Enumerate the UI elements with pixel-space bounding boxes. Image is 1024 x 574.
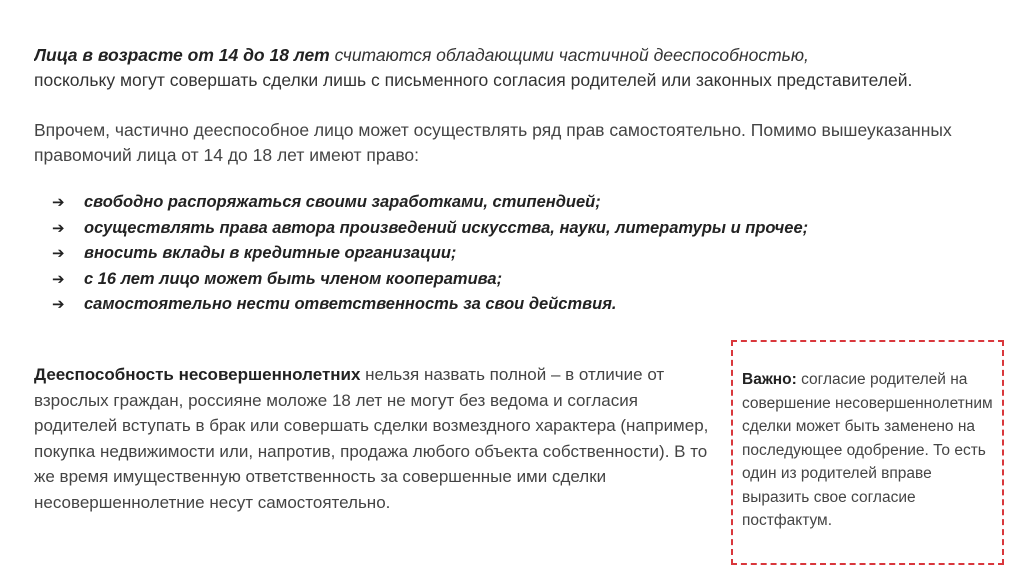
list-item-text: осуществлять права автора произведений искусства, науки, литературы и прочее; [84,218,809,237]
minors-bold-lead: Дееспособность несовершеннолетних [34,365,361,384]
intro-bold-lead: Лица в возрасте от 14 до 18 лет [34,45,330,65]
partial-capacity-paragraph: Впрочем, частично дееспособное лицо может осуществлять ряд прав самостоятельно. Помимо вышеуказанных правомочий лица от 14 до 18 лет имеют право: [34,120,952,165]
list-item-text: самостоятельно нести ответственность за свои действия. [84,295,617,313]
list-item [52,241,992,267]
list-item-text: с 16 лет лицо может быть членом кооператива; [84,269,503,288]
minors-rest: нельзя назвать полной – в отличие от взрослых граждан, россияне моложе 18 лет не могут без ведома и согласия родителей вступать в брак или совершать сделки возмездного характера (например, покупка недвижимости или, напротив, продажа любого объекта собственности). В то же время имущественную ответственность за совершенные ими сделки несовершеннолетние несут самостоятельно. [34,365,709,512]
list-item-text: свободно распоряжаться своими заработками, стипендией; [84,193,601,211]
arrow-bullet-icon: ➔ [52,270,65,288]
arrow-bullet-icon: ➔ [52,296,65,313]
arrow-bullet-icon: ➔ [52,194,65,211]
important-note [742,368,997,533]
arrow-bullet-icon: ➔ [52,219,65,237]
list-item [52,267,992,293]
list-item [52,190,992,216]
arrow-bullet-icon: ➔ [52,245,65,262]
list-item [52,216,992,242]
important-callout-box [731,340,1004,565]
important-label: Важно: [742,371,797,388]
intro-italic-rest: считаются обладающими частичной дееспособностью, [329,45,809,65]
intro-paragraph [34,43,964,113]
minors-capacity-paragraph [34,362,724,515]
list-item [52,292,992,318]
intro-line2: поскольку могут совершать сделки лишь с письменного согласия родителей или законных представителей. [34,70,913,90]
important-text: согласие родителей на совершение несовершеннолетним сделки может быть заменено на последующее одобрение. То есть один из родителей вправе выразить свое согласие постфактум. [742,371,993,529]
list-item-text: вносить вклады в кредитные организации; [84,244,457,262]
rights-list [52,190,992,318]
